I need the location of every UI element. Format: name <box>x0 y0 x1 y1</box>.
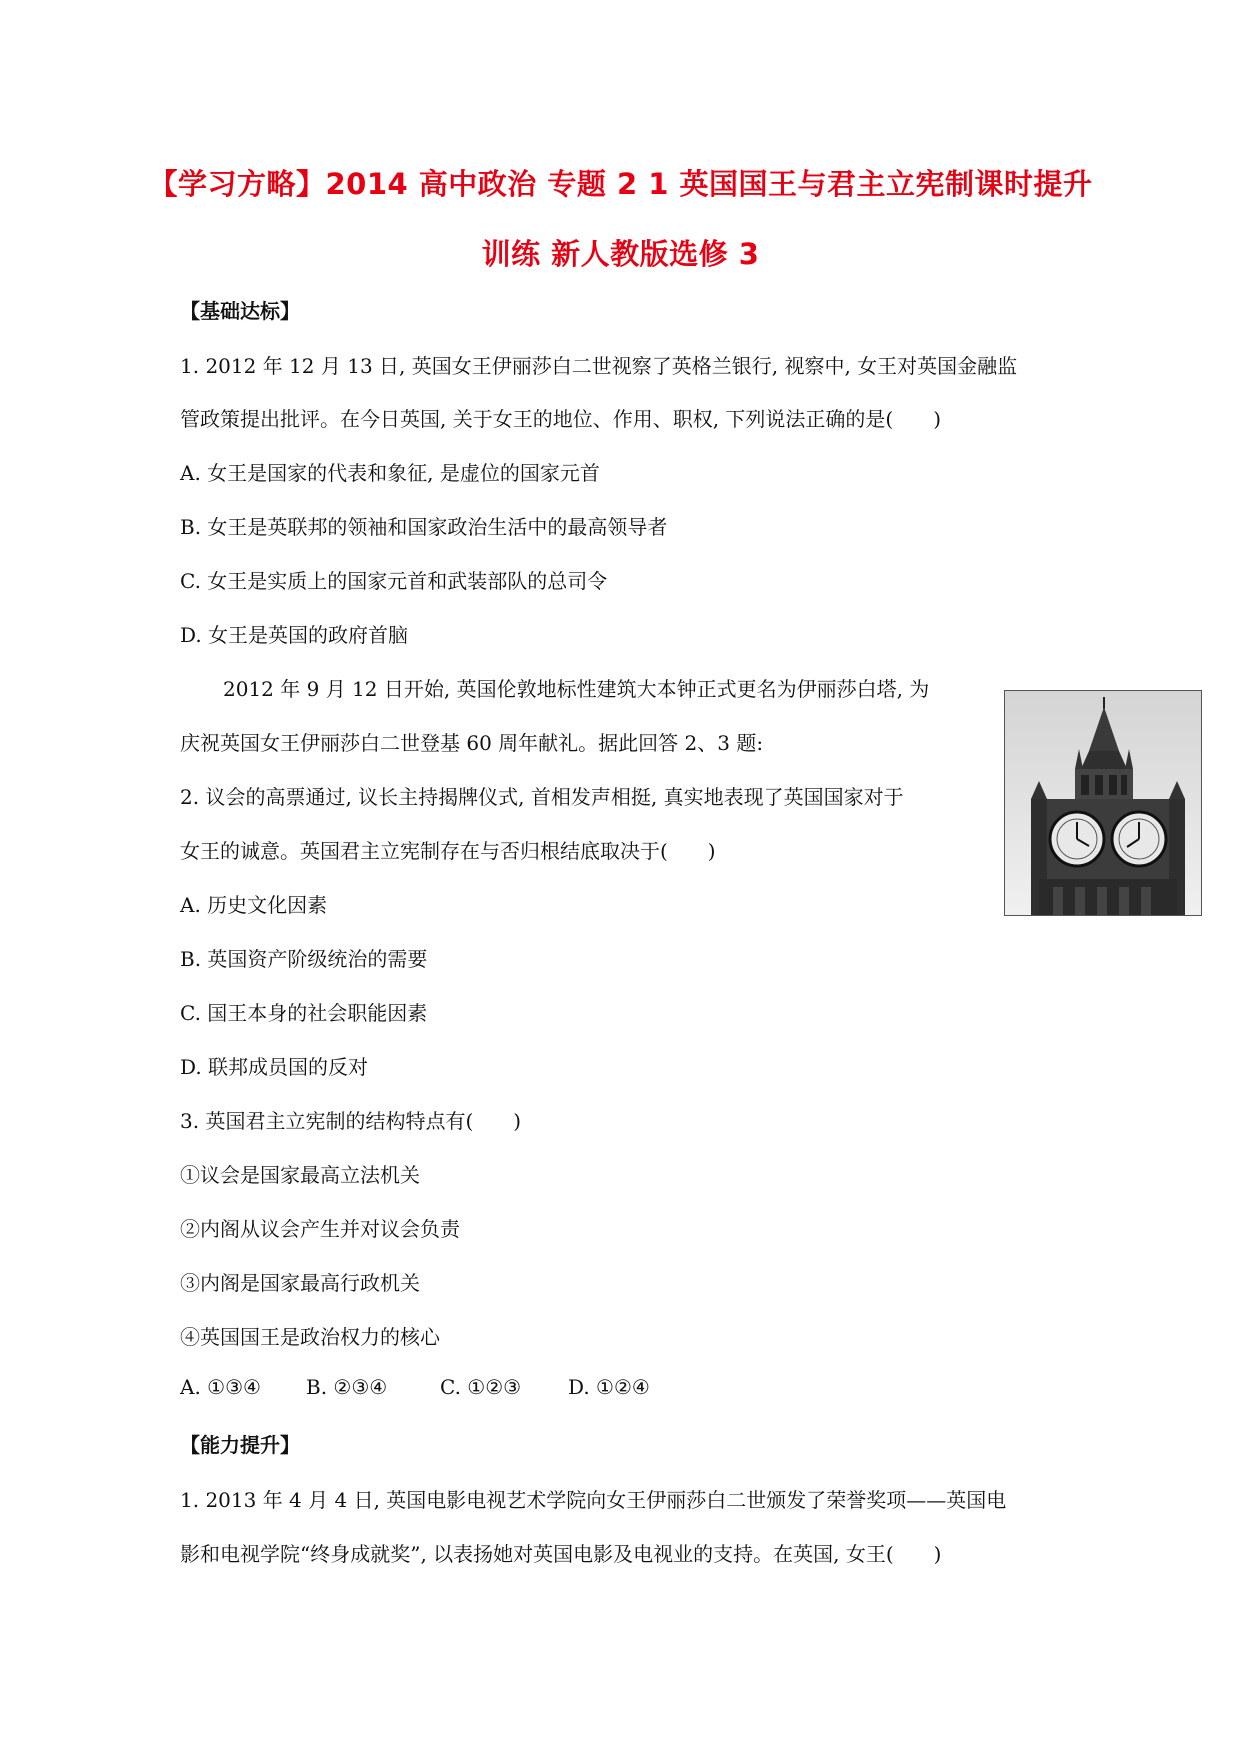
section-basic-heading: 【基础达标】 <box>180 299 300 323</box>
material-line1: 2012 年 9 月 12 日开始, 英国伦敦地标性建筑大本钟正式更名为伊丽莎白塔, 为 <box>223 677 930 701</box>
section-ability-heading: 【能力提升】 <box>180 1433 300 1457</box>
document-title-line2: 训练 新人教版选修 3 <box>481 237 760 271</box>
document-title-line1: 【学习方略】2014 高中政治 专题 2 1 英国国王与君主立宪制课时提升 <box>148 167 1093 201</box>
q3-item-2: ②内阁从议会产生并对议会负责 <box>180 1217 460 1241</box>
q2-option-b: B. 英国资产阶级统治的需要 <box>180 947 428 971</box>
big-ben-photo <box>1004 690 1202 916</box>
material-line2: 庆祝英国女王伊丽莎白二世登基 60 周年献礼。据此回答 2、3 题: <box>180 731 764 755</box>
q1-option-a: A. 女王是国家的代表和象征, 是虚位的国家元首 <box>180 461 600 485</box>
q2-option-c: C. 国王本身的社会职能因素 <box>180 1001 428 1025</box>
q3-item-1: ①议会是国家最高立法机关 <box>180 1163 420 1187</box>
q3-option-a: A. ①③④ <box>180 1375 261 1399</box>
q2-stem-line2: 女王的诚意。英国君主立宪制存在与否归根结底取决于( ) <box>180 839 716 863</box>
q3-option-b: B. ②③④ <box>306 1375 388 1399</box>
q1-stem-line1: 1. 2012 年 12 月 13 日, 英国女王伊丽莎白二世视察了英格兰银行, 视察中, 女王对英国金融监 <box>180 354 1018 378</box>
q3-option-c: C. ①②③ <box>440 1375 522 1399</box>
q1-option-b: B. 女王是英联邦的领袖和国家政治生活中的最高领导者 <box>180 515 668 539</box>
q1-stem-line2: 管政策提出批评。在今日英国, 关于女王的地位、作用、职权, 下列说法正确的是( ) <box>180 407 942 431</box>
q2-option-d: D. 联邦成员国的反对 <box>180 1055 369 1079</box>
q3-option-d: D. ①②④ <box>568 1375 650 1399</box>
clock-tower-illustration <box>1005 691 1201 915</box>
ability-q1-stem-line2: 影和电视学院“终身成就奖”, 以表扬她对英国电影及电视业的支持。在英国, 女王( ) <box>180 1542 942 1566</box>
q3-item-4: ④英国国王是政治权力的核心 <box>180 1325 440 1349</box>
q1-option-c: C. 女王是实质上的国家元首和武装部队的总司令 <box>180 569 608 593</box>
ability-q1-stem-line1: 1. 2013 年 4 月 4 日, 英国电影电视艺术学院向女王伊丽莎白二世颁发了荣誉奖项——英国电 <box>180 1488 1007 1512</box>
q2-stem-line1: 2. 议会的高票通过, 议长主持揭牌仪式, 首相发声相挺, 真实地表现了英国国家对于 <box>180 785 904 809</box>
q2-option-a: A. 历史文化因素 <box>180 893 328 917</box>
q3-item-3: ③内阁是国家最高行政机关 <box>180 1271 420 1295</box>
q1-option-d: D. 女王是英国的政府首脑 <box>180 623 409 647</box>
q3-stem: 3. 英国君主立宪制的结构特点有( ) <box>180 1109 522 1133</box>
